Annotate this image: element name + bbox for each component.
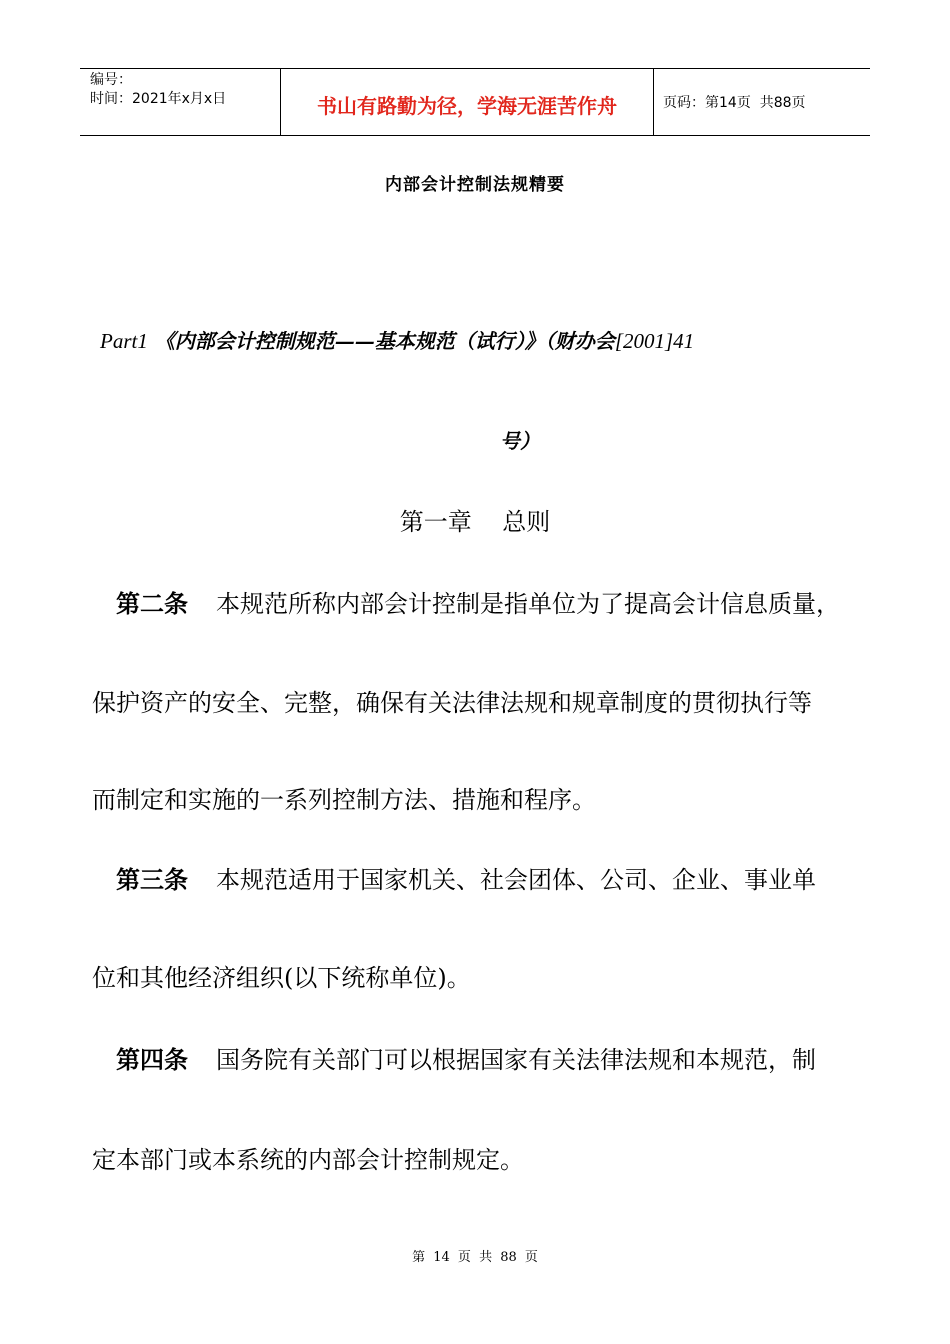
part-heading [100, 325, 860, 354]
part-ref: [2001]41 [614, 329, 695, 353]
article-2-line-2: 保护资产的安全、完整，确保有关法律法规和规章制度的贯彻执行等 [92, 689, 812, 717]
header-page-info [654, 69, 870, 135]
article-4-text-1: 国务院有关部门可以根据国家有关法律法规和本规范，制 [216, 1046, 816, 1074]
article-3-line-2: 位和其他经济组织(以下统称单位)。 [92, 964, 471, 992]
article-3-text-1: 本规范适用于国家机关、社会团体、公司、企业、事业单 [216, 866, 816, 894]
header-meta [80, 69, 281, 135]
article-2-label: 第二条 [116, 589, 188, 618]
page-header [80, 68, 870, 136]
article-4-line-1 [116, 1040, 816, 1075]
document-time-label: 时间：2021年x月x日 [90, 91, 227, 107]
header-slogan: 书山有路勤为径，学海无涯苦作舟 [281, 69, 654, 135]
article-2-text-1: 本规范所称内部会计控制是指单位为了提高会计信息质量， [216, 590, 840, 618]
header-page-info-text: 页码：第14页 共88页 [663, 95, 806, 111]
chapter-heading: 第一章 总则 [399, 508, 551, 536]
article-3-line-1 [116, 860, 816, 895]
part-title: 《内部会计控制规范——基本规范（试行）》（财办会 [154, 329, 615, 353]
article-2-line-1 [116, 584, 840, 619]
article-4-line-2: 定本部门或本系统的内部会计控制规定。 [92, 1146, 524, 1174]
part-prefix: Part1 [100, 329, 148, 353]
document-number-label: 编号： [90, 72, 132, 88]
article-4-label: 第四条 [116, 1045, 188, 1074]
part-heading-suffix: 号） [500, 429, 540, 453]
article-3-label: 第三条 [116, 865, 188, 894]
page-footer: 第 14 页 共 88 页 [412, 1250, 538, 1265]
document-title: 内部会计控制法规精要 [385, 175, 565, 195]
article-2-line-3: 而制定和实施的一系列控制方法、措施和程序。 [92, 786, 596, 814]
